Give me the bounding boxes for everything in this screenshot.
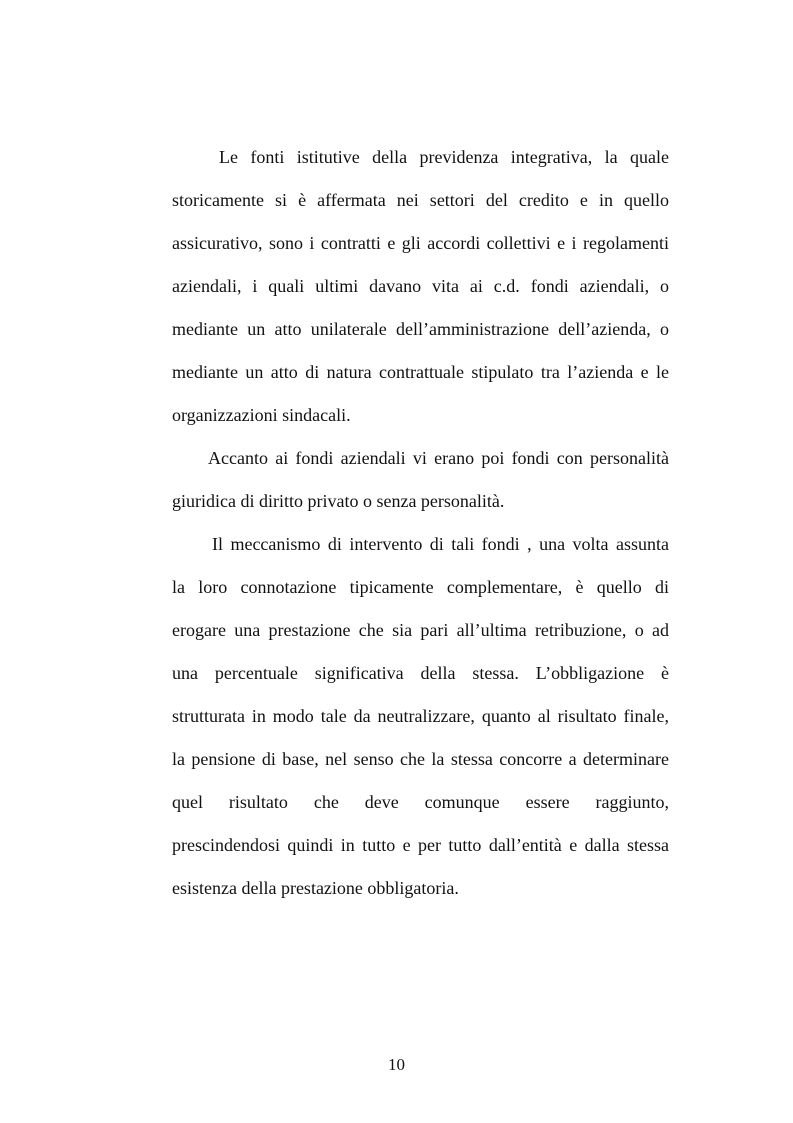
- text-line: Il meccanismo di intervento di tali fondi , una volta assunta: [212, 534, 669, 554]
- text-line: una percentuale significativa della stessa. L’obbligazione è: [172, 663, 669, 683]
- text-line: la pensione di base, nel senso che la stessa concorre a determinare: [172, 749, 669, 769]
- text-line: mediante un atto di natura contrattuale stipulato tra l’azienda e le: [172, 362, 669, 382]
- page-number: 10: [388, 1055, 405, 1074]
- text-line: organizzazioni sindacali.: [172, 405, 351, 425]
- text-line: Accanto ai fondi aziendali vi erano poi fondi con personalità: [208, 448, 669, 468]
- text-line: storicamente si è affermata nei settori del credito e in quello: [172, 190, 669, 210]
- text-line: esistenza della prestazione obbligatoria.: [172, 878, 459, 898]
- text-line: strutturata in modo tale da neutralizzare, quanto al risultato finale,: [172, 706, 669, 726]
- text-line: prescindendosi quindi in tutto e per tutto dall’entità e dalla stessa: [172, 835, 669, 855]
- text-line: assicurativo, sono i contratti e gli accordi collettivi e i regolamenti: [172, 233, 669, 253]
- text-line: mediante un atto unilaterale dell’amministrazione dell’azienda, o: [172, 319, 669, 339]
- text-line: erogare una prestazione che sia pari all’ultima retribuzione, o ad: [172, 620, 669, 640]
- text-line: giuridica di diritto privato o senza personalità.: [172, 491, 505, 511]
- text-line: Le fonti istitutive della previdenza integrativa, la quale: [219, 147, 669, 167]
- text-line: aziendali, i quali ultimi davano vita ai c.d. fondi aziendali, o: [172, 276, 669, 296]
- text-line: la loro connotazione tipicamente complementare, è quello di: [172, 577, 669, 597]
- text-line: quel risultato che deve comunque essere raggiunto,: [172, 792, 669, 812]
